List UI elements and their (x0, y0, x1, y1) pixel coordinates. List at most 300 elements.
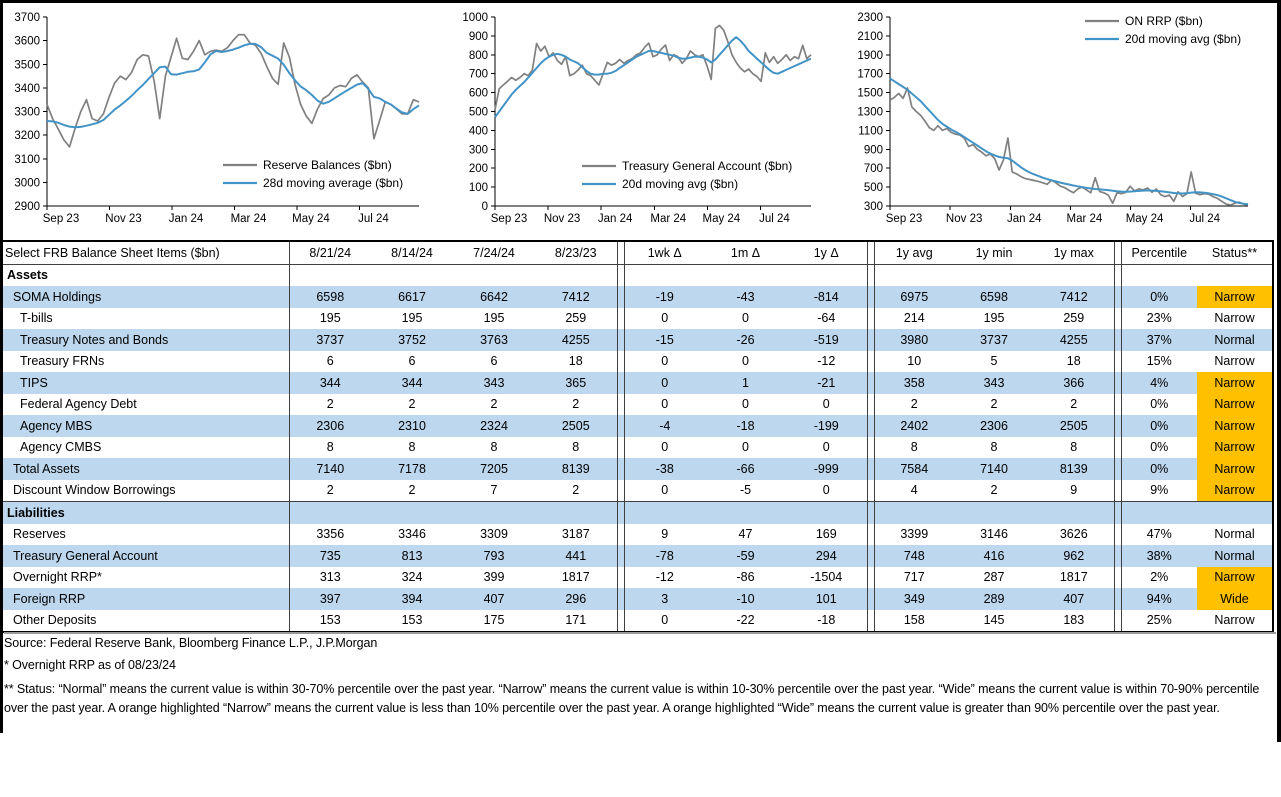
table-row (2, 286, 1273, 308)
table-cell: 195 (983, 311, 1005, 326)
svg-text:900: 900 (468, 30, 488, 43)
table-cell: 6642 (453, 286, 535, 308)
table-cell: 2 (408, 397, 416, 412)
column-spacer (1114, 329, 1121, 351)
status-cell: Normal (1197, 329, 1273, 351)
status-cell: Narrow (1197, 567, 1273, 589)
table-cell: 7 (490, 483, 498, 498)
table-cell: -26 (705, 329, 786, 351)
percentile-cell: 0% (1121, 415, 1197, 437)
table-cell (371, 264, 453, 286)
svg-text:1300: 1300 (857, 106, 883, 119)
svg-text:May 24: May 24 (292, 213, 330, 225)
row-label: Liabilities (2, 502, 289, 524)
column-header: 1y min (975, 245, 1013, 260)
svg-text:Sep 23: Sep 23 (42, 213, 80, 225)
table-cell: -15 (624, 329, 705, 351)
table-cell: 4255 (1034, 329, 1114, 351)
table-cell: 962 (1034, 545, 1114, 567)
table-cell: 2 (990, 483, 998, 498)
table-cell: 416 (954, 545, 1034, 567)
column-header: 7/24/24 (473, 245, 515, 260)
table-row (2, 329, 1273, 351)
table-cell: 8 (572, 440, 580, 455)
column-spacer (867, 458, 874, 480)
table-cell: 0 (822, 483, 830, 498)
percentile-cell: 47% (1146, 527, 1172, 542)
row-label: T-bills (2, 308, 289, 330)
column-header: 1y avg (895, 245, 933, 260)
table-cell: 6598 (289, 286, 371, 308)
column-spacer (617, 415, 624, 437)
table-cell: 0 (661, 311, 669, 326)
table-cell: 0 (661, 354, 669, 369)
svg-text:800: 800 (468, 49, 488, 62)
table-cell: 717 (903, 570, 925, 585)
table-cell: 6598 (954, 286, 1034, 308)
table-cell: 407 (1034, 588, 1114, 610)
table-cell: 169 (815, 527, 837, 542)
column-header: 8/21/24 (309, 245, 352, 260)
column-spacer (1114, 437, 1121, 459)
table-cell (786, 502, 867, 524)
table-cell: 735 (289, 545, 371, 567)
percentile-cell: 4% (1121, 372, 1197, 394)
table-cell: 8139 (1034, 458, 1114, 480)
chart-treasury-general-account (452, 5, 820, 233)
percentile-cell: 0% (1150, 440, 1169, 455)
table-cell: 145 (983, 613, 1005, 628)
table-header-row (2, 241, 1273, 264)
row-label: Foreign RRP (2, 588, 289, 610)
table-cell: -4 (624, 415, 705, 437)
column-header: Percentile (1131, 245, 1188, 260)
svg-text:3300: 3300 (14, 106, 40, 119)
row-label: Treasury FRNs (2, 351, 289, 373)
table-cell: 2 (490, 397, 498, 412)
column-spacer (867, 610, 874, 633)
percentile-cell: 0% (1121, 286, 1197, 308)
column-header: 1wk Δ (647, 245, 682, 260)
svg-text:Jul 24: Jul 24 (1189, 213, 1221, 225)
table-cell: 2 (326, 397, 334, 412)
svg-text:Mar 24: Mar 24 (650, 213, 687, 225)
svg-text:3700: 3700 (14, 12, 40, 24)
svg-text:Jan 24: Jan 24 (168, 213, 204, 225)
column-spacer (867, 351, 874, 373)
table-cell: 7584 (874, 458, 954, 480)
table-cell (453, 264, 535, 286)
column-spacer (617, 610, 624, 633)
table-cell: 3752 (371, 329, 453, 351)
svg-text:Treasury General Account ($bn): Treasury General Account ($bn) (622, 159, 793, 173)
svg-text:3000: 3000 (14, 177, 40, 190)
table-cell: 343 (453, 372, 535, 394)
row-label: Federal Agency Debt (2, 394, 289, 416)
column-spacer (617, 372, 624, 394)
status-cell: Narrow (1197, 480, 1273, 502)
page-border-right (1277, 0, 1281, 742)
percentile-cell: 2% (1150, 570, 1169, 585)
table-cell: 5 (990, 354, 998, 369)
table-cell: 153 (401, 613, 423, 628)
table-row (2, 372, 1273, 394)
table-cell: 195 (319, 311, 341, 326)
column-spacer (867, 264, 874, 286)
table-cell: 3146 (980, 527, 1008, 542)
svg-text:Jan 24: Jan 24 (597, 213, 633, 225)
column-header: 8/14/24 (391, 245, 433, 260)
column-spacer (617, 567, 624, 589)
svg-text:Nov 23: Nov 23 (543, 213, 581, 225)
table-cell: 0 (661, 483, 669, 498)
table-cell: 3356 (316, 527, 345, 542)
table-cell: 0 (624, 372, 705, 394)
column-spacer (1114, 610, 1121, 633)
table-cell: 344 (371, 372, 453, 394)
table-cell: -999 (786, 458, 867, 480)
table-cell (371, 502, 453, 524)
status-cell: Narrow (1197, 458, 1273, 480)
chart-reserve-balances (8, 5, 428, 233)
table-cell: -199 (786, 415, 867, 437)
table-cell: 287 (983, 570, 1005, 585)
status-cell (1197, 264, 1273, 286)
table-cell: 296 (535, 588, 617, 610)
table-cell: -12 (655, 570, 674, 585)
column-spacer (867, 241, 874, 264)
column-spacer (1114, 480, 1121, 502)
column-spacer (617, 588, 624, 610)
table-cell: 407 (453, 588, 535, 610)
table-cell: 8 (490, 440, 498, 455)
table-cell: 4255 (535, 329, 617, 351)
svg-text:1700: 1700 (857, 68, 883, 81)
table-row (2, 524, 1273, 546)
table-cell: 8139 (535, 458, 617, 480)
svg-text:3600: 3600 (14, 35, 40, 48)
column-spacer (617, 264, 624, 286)
column-spacer (617, 458, 624, 480)
table-cell: 3980 (874, 329, 954, 351)
table-cell: 1817 (561, 570, 590, 585)
source-note: Source: Federal Reserve Bank, Bloomberg Finance L.P., J.P.Morgan (4, 636, 378, 650)
svg-text:ON RRP ($bn): ON RRP ($bn) (1125, 14, 1203, 28)
column-spacer (617, 394, 624, 416)
table-cell: 4 (910, 483, 918, 498)
table-cell: 6 (490, 354, 498, 369)
table-cell: 0 (742, 440, 749, 455)
status-cell: Narrow (1197, 415, 1273, 437)
row-label: Other Deposits (2, 610, 289, 633)
table-cell: 10 (907, 354, 922, 369)
svg-text:20d moving avg ($bn): 20d moving avg ($bn) (1125, 32, 1242, 46)
table-row (2, 610, 1273, 633)
table-cell: -12 (817, 354, 836, 369)
column-spacer (617, 241, 624, 264)
table-cell: 2 (572, 483, 580, 498)
row-label: Treasury Notes and Bonds (2, 329, 289, 351)
table-cell: 0 (822, 440, 830, 455)
table-cell: 813 (371, 545, 453, 567)
column-spacer (867, 329, 874, 351)
table-cell: 0 (661, 613, 669, 628)
table-cell: 7412 (1034, 286, 1114, 308)
column-spacer (617, 437, 624, 459)
table-cell: 358 (874, 372, 954, 394)
table-row (2, 394, 1273, 416)
row-label: Reserves (2, 524, 289, 546)
column-spacer (1114, 545, 1121, 567)
column-header: 1y Δ (813, 245, 839, 260)
column-spacer (617, 351, 624, 373)
table-cell: 259 (565, 311, 587, 326)
table-cell: 6617 (371, 286, 453, 308)
table-cell: 8 (326, 440, 334, 455)
table-cell: -10 (705, 588, 786, 610)
column-spacer (617, 480, 624, 502)
table-cell: 183 (1063, 613, 1085, 628)
status-cell: Narrow (1197, 372, 1273, 394)
column-spacer (617, 308, 624, 330)
svg-text:400: 400 (468, 125, 488, 138)
svg-text:3100: 3100 (14, 153, 40, 166)
table-cell: 0 (661, 397, 669, 412)
percentile-cell: 38% (1121, 545, 1197, 567)
table-cell (289, 264, 371, 286)
svg-text:0: 0 (481, 201, 488, 213)
table-cell: 3399 (900, 527, 929, 542)
table-cell: 2306 (954, 415, 1034, 437)
svg-text:Sep 23: Sep 23 (885, 213, 923, 225)
status-cell: Narrow (1214, 613, 1255, 628)
row-label: SOMA Holdings (2, 286, 289, 308)
table-cell: 0 (822, 397, 830, 412)
svg-text:1100: 1100 (858, 125, 883, 138)
svg-text:2100: 2100 (857, 30, 883, 43)
table-cell: 0 (661, 440, 669, 455)
column-spacer (867, 567, 874, 589)
table-row (2, 588, 1273, 610)
row-label: Discount Window Borrowings (2, 480, 289, 502)
column-header-label: Select FRB Balance Sheet Items ($bn) (2, 241, 289, 264)
table-cell: 171 (565, 613, 587, 628)
table-cell (535, 264, 617, 286)
table-cell: 3737 (289, 329, 371, 351)
column-spacer (1114, 415, 1121, 437)
table-cell: 2 (1070, 397, 1078, 412)
table-cell: -5 (739, 483, 752, 498)
table-cell: -18 (817, 613, 836, 628)
table-cell: 7412 (535, 286, 617, 308)
column-spacer (867, 480, 874, 502)
svg-text:Jul 24: Jul 24 (759, 213, 790, 225)
section-row (2, 264, 1273, 286)
table-cell: 6975 (874, 286, 954, 308)
table-cell: 748 (874, 545, 954, 567)
percentile-cell: 0% (1121, 458, 1197, 480)
table-cell: 7140 (289, 458, 371, 480)
table-cell (535, 502, 617, 524)
table-cell: 18 (568, 354, 583, 369)
table-cell: -1504 (810, 570, 843, 585)
svg-text:Nov 23: Nov 23 (105, 213, 142, 225)
table-row (2, 458, 1273, 480)
table-cell: 158 (903, 613, 925, 628)
table-cell: 6 (408, 354, 416, 369)
table-cell: 3346 (398, 527, 426, 542)
svg-text:2900: 2900 (14, 201, 40, 213)
svg-text:Nov 23: Nov 23 (945, 213, 983, 225)
table-cell: 214 (903, 311, 925, 326)
column-spacer (1114, 567, 1121, 589)
svg-text:600: 600 (468, 87, 488, 100)
percentile-cell (1121, 502, 1197, 524)
column-spacer (1114, 351, 1121, 373)
svg-text:500: 500 (863, 182, 883, 195)
table-cell: 2 (572, 397, 580, 412)
table-cell: 18 (1066, 354, 1081, 369)
column-spacer (1114, 588, 1121, 610)
table-cell: 3763 (453, 329, 535, 351)
column-spacer (867, 437, 874, 459)
row-label: Treasury General Account (2, 545, 289, 567)
table-cell: 3309 (480, 527, 508, 542)
svg-text:2300: 2300 (857, 12, 883, 24)
column-spacer (617, 329, 624, 351)
svg-text:3200: 3200 (14, 130, 40, 143)
table-cell: 6 (326, 354, 334, 369)
table-cell: 2306 (289, 415, 371, 437)
table-cell: 3737 (954, 329, 1034, 351)
table-cell (874, 264, 954, 286)
svg-text:300: 300 (468, 144, 488, 157)
column-spacer (1114, 394, 1121, 416)
table-cell (1034, 502, 1114, 524)
table-cell: 7140 (954, 458, 1034, 480)
table-cell: 394 (371, 588, 453, 610)
table-cell: 289 (954, 588, 1034, 610)
table-cell: 7205 (453, 458, 535, 480)
table-cell: 397 (289, 588, 371, 610)
column-spacer (617, 524, 624, 546)
table-cell (705, 264, 786, 286)
percentile-cell (1121, 264, 1197, 286)
table-cell: -519 (786, 329, 867, 351)
table-cell: 3187 (561, 527, 590, 542)
status-cell: Narrow (1197, 437, 1273, 459)
status-cell: Narrow (1214, 354, 1255, 369)
column-spacer (867, 502, 874, 524)
status-cell: Narrow (1197, 394, 1273, 416)
table-cell: -86 (736, 570, 755, 585)
table-cell: 2505 (535, 415, 617, 437)
table-cell: 259 (1063, 311, 1085, 326)
column-spacer (1114, 524, 1121, 546)
status-cell (1197, 502, 1273, 524)
table-cell: 2402 (874, 415, 954, 437)
table-cell: 0 (742, 354, 749, 369)
table-cell: 2310 (371, 415, 453, 437)
svg-text:300: 300 (863, 201, 883, 213)
svg-text:Sep 23: Sep 23 (490, 213, 528, 225)
table-cell (624, 264, 705, 286)
status-cell: Narrow (1197, 286, 1273, 308)
table-cell: 101 (786, 588, 867, 610)
table-row (2, 567, 1273, 589)
row-label: Overnight RRP* (2, 567, 289, 589)
table-cell: 365 (535, 372, 617, 394)
svg-text:100: 100 (468, 182, 488, 195)
table-cell: 2 (990, 397, 998, 412)
table-cell: -43 (705, 286, 786, 308)
table-cell: -814 (786, 286, 867, 308)
column-spacer (1114, 372, 1121, 394)
table-row (2, 308, 1273, 330)
column-spacer (1114, 308, 1121, 330)
column-spacer (617, 545, 624, 567)
row-label: Total Assets (2, 458, 289, 480)
table-cell: 441 (535, 545, 617, 567)
svg-text:3400: 3400 (14, 82, 40, 95)
column-spacer (867, 415, 874, 437)
column-header: 1m Δ (730, 245, 761, 260)
percentile-cell: 15% (1146, 354, 1172, 369)
percentile-cell: 94% (1121, 588, 1197, 610)
table-cell: 349 (874, 588, 954, 610)
row-label: Agency CMBS (2, 437, 289, 459)
table-cell: 294 (786, 545, 867, 567)
section-row (2, 502, 1273, 524)
table-cell: 8 (408, 440, 416, 455)
table-cell: 175 (483, 613, 505, 628)
table-cell: 0 (742, 311, 749, 326)
table-cell: 7178 (371, 458, 453, 480)
percentile-cell: 25% (1146, 613, 1172, 628)
percentile-cell: 0% (1150, 397, 1169, 412)
table-cell: -64 (817, 311, 836, 326)
table-cell (453, 502, 535, 524)
column-spacer (1114, 286, 1121, 308)
column-spacer (867, 308, 874, 330)
table-cell (874, 502, 954, 524)
status-cell: Normal (1214, 527, 1255, 542)
table-row (2, 545, 1273, 567)
percentile-cell: 37% (1121, 329, 1197, 351)
table-cell: 2324 (453, 415, 535, 437)
table-cell: 399 (483, 570, 505, 585)
column-spacer (617, 286, 624, 308)
svg-text:20d moving avg ($bn): 20d moving avg ($bn) (622, 177, 739, 191)
table-cell: 153 (319, 613, 341, 628)
table-cell: 8 (990, 440, 998, 455)
table-cell (705, 502, 786, 524)
column-spacer (867, 545, 874, 567)
table-cell: 47 (738, 527, 753, 542)
table-cell: 1 (705, 372, 786, 394)
column-spacer (1114, 241, 1121, 264)
column-spacer (867, 394, 874, 416)
status-cell: Normal (1197, 545, 1273, 567)
table-cell: 2505 (1034, 415, 1114, 437)
svg-text:May 24: May 24 (1125, 213, 1164, 225)
percentile-cell: 9% (1150, 483, 1169, 498)
column-header: 1y max (1053, 245, 1094, 260)
column-header: Status** (1211, 245, 1258, 260)
svg-text:3500: 3500 (14, 59, 40, 72)
table-cell: 0 (742, 397, 749, 412)
table-cell: 2 (910, 397, 918, 412)
